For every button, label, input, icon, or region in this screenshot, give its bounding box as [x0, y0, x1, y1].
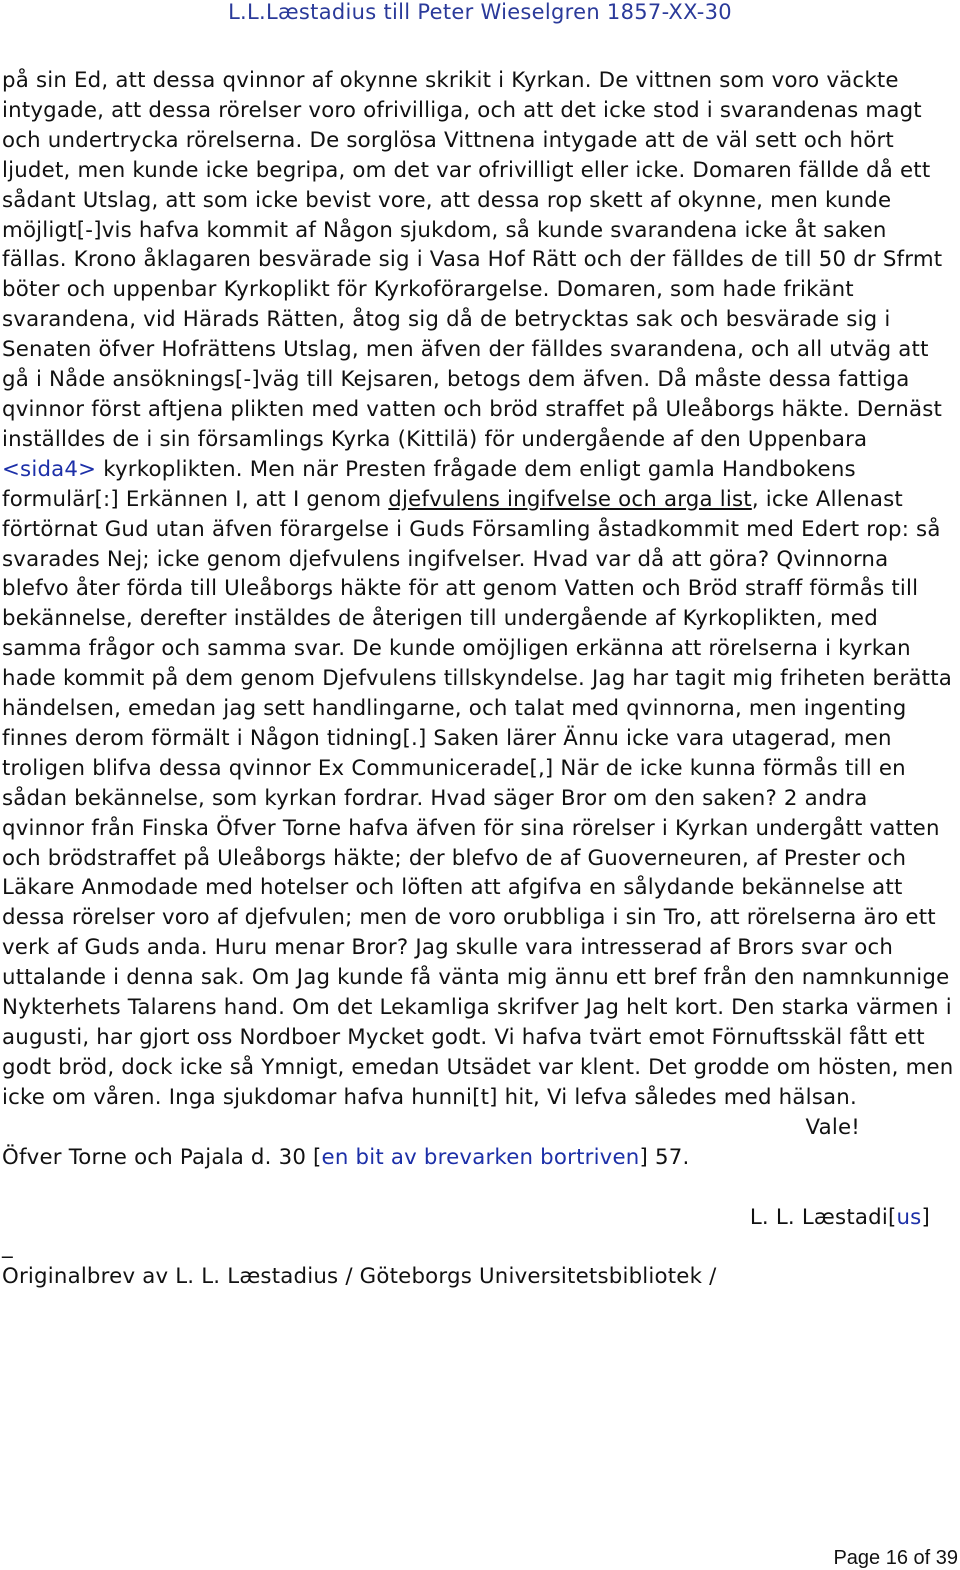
signature: L. L. Læstadi[us] — [749, 1204, 930, 1230]
letter-text: kyrkoplikten. Men när Presten frågade dem enligt gamla Handbokens formulär[:] Erkännen I, att I genom — [2, 456, 856, 512]
page-number: Page 16 of 39 — [833, 1547, 958, 1569]
page-marker: <sida4> — [2, 456, 97, 482]
letter-paragraph — [2, 66, 956, 1113]
place-date-line: Öfver Torne och Pajala d. 30 [en bit av brevarken bortriven] 57. — [2, 1144, 690, 1170]
footnote-rule: _ — [2, 1234, 13, 1260]
signature-editorial-note: us — [896, 1204, 922, 1230]
editorial-note: en bit av brevarken bortriven — [321, 1144, 640, 1170]
letter-text: på sin Ed, att dessa qvinnor af okynne skrikit i Kyrkan. De vittnen som voro väckte intygade, att dessa rörelser voro ofrivilliga, och att det icke stod i svarandenas magt och undertrycka rörelserna. De sorglösa Vittnena intygade att de väl sett och hört ljudet, men kunde icke begripa, om det var ofrivilligt eller icke. Domaren fällde då ett sådant Utslag, att som icke bevist vore, att dessa rop skett af okynne, men kunde möjligt[-]vis hafva kommit af Någon sjukdom, så kunde svarandena icke åt saken fällas. Krono åklagaren besvärade sig i Vasa Hof Rätt och der fälldes de till 50 dr Sfrmt böter och uppenbar Kyrkoplikt för Kyrkoförargelse. Domaren, som hade frikänt svarandena, vid Härads Rätten, åtog sig då de betrycktas sak och besvärade sig i Senaten öfver Hofrättens Utslag, men äfven der fälldes svarandena, och all utväg att gå i Nåde ansöknings[-]väg till Kejsaren, betogs dem äfven. Då måste dessa fattiga qvinnor först aftjena plikten med vatten och bröd straffet på Uleåborgs häkte. Dernäst inställdes de i sin församlings Kyrka (Kittilä) för undergående af den Uppenbara — [2, 68, 943, 452]
letter-text: , icke Allenast förtörnat Gud utan äfven förargelse i Guds Församling åstadkommit med Edert rop: så svarades Nej; icke genom djefvulens ingifvelser. Hvad var då att göra? Qvinnorna blefvo åter förda till Uleåborgs häkte för att genom Vatten och Bröd straff förmås till bekännelse, derefter instäldes de återigen till undergående af Kyrkoplikten, med samma frågor och samma svar. De kunde omöjligen erkänna att rörelserna i kyrkan hade kommit på dem genom Djefvulens tillskyndelse. Jag har tagit mig friheten berätta händelsen, emedan jag sett handlingarne, och talat med qvinnorna, men ingenting finnes derom förmält i Någon tidning[.] Saken lärer Ännu icke vara utagerad, men troligen blifva dessa qvinnor Ex Communicerade[,] När de icke kunna förmås till en sådan bekännelse, som kyrkan fordrar. Hvad säger Bror om den saken? 2 andra qvinnor från Finska Öfver Torne hafva äfven för sina rörelser i Kyrkan undergått vatten och brödstraffet på Uleåborgs häkte; der blefvo de af Guoverneuren, af Prester och Läkare Anmodade med hotelser och löften att afgifva en sålydande bekännelse att dessa rörelser voro af djefvulen; men de voro orubbliga i sin Tro, att rörelserna äro ett verk af Guds anda. Huru menar Bror? Jag skulle vara intresserad af Brors svar och uttalande i denna sak. Om Jag kunde få vänta mig ännu ett bref från den namnkunnige Nykterhets Talarens hand. Om det Lekamliga skrifver Jag helt kort. Den starka värmen i augusti, har gjort oss Nordboer Mycket godt. Vi hafva tvärt emot Förnuftsskäl fått ett godt bröd, dock icke så Ymnigt, emedan Utsädet var klent. Det grodde om hösten, men icke om våren. Inga sjukdomar hafva hunni[t] hit, Vi lefva således med hälsan. — [2, 486, 954, 1110]
closing-vale: Vale! — [805, 1114, 860, 1140]
letter-body — [2, 66, 956, 1292]
source-note: Originalbrev av L. L. Læstadius / Göteborgs Universitetsbibliotek / — [2, 1264, 717, 1290]
underlined-phrase: djefvulens ingifvelse och arga list — [388, 486, 752, 512]
document-header-title: L.L.Læstadius till Peter Wieselgren 1857-XX-30 — [228, 0, 732, 24]
